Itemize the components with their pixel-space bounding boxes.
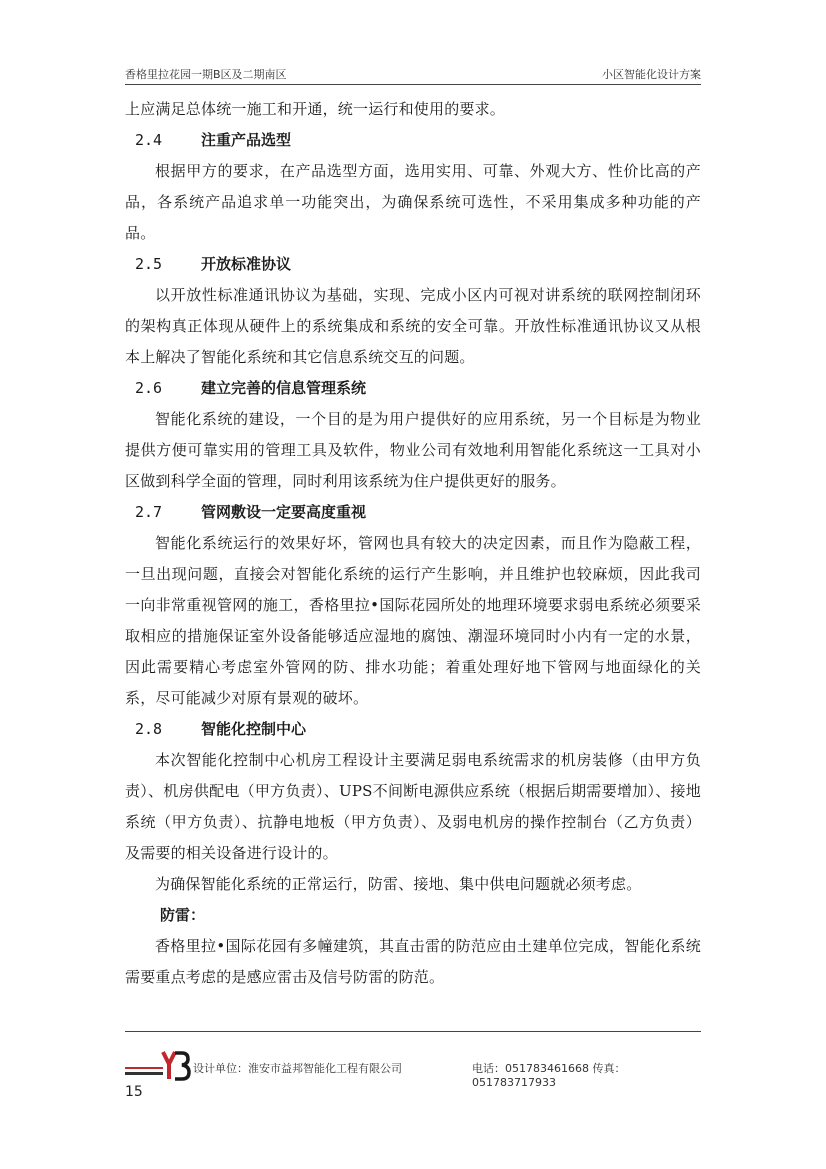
paragraph: 以开放性标准通讯协议为基础，实现、完成小区内可视对讲系统的联网控制闭环的架构真正体现从硬件上的系统集成和系统的安全可靠。开放性标准通讯协议又从根本上解决了智能化系统和其它信息系统交互的问题。 [125,286,701,366]
section-number: 2.4 [135,131,163,149]
page-header [125,66,701,84]
section-title: 建立完善的信息管理系统 [201,379,367,397]
section-title: 管网敷设一定要高度重视 [201,503,367,521]
section-title: 智能化控制中心 [201,720,307,738]
footer-divider [125,1031,701,1032]
section-heading-2-5 [125,249,701,280]
footer-contact: 电话：051783461668 传真：051783717933 [472,1062,626,1089]
paragraph: 为确保智能化系统的正常运行，防雷、接地、集中供电问题就必须考虑。 [155,875,642,893]
header-project-title: 香格里拉花园一期B区及二期南区 [125,68,287,81]
section-heading-2-4 [125,125,701,156]
section-number: 2.8 [135,720,163,738]
header-document-title: 小区智能化设计方案 [602,68,701,81]
subheading-lightning-protection: 防雷： [160,906,206,924]
paragraph: 根据甲方的要求，在产品选型方面，选用实用、可靠、外观大方、性价比高的产品，各系统产品追求单一功能突出，为确保系统可选性，不采用集成多种功能的产品。 [125,162,701,242]
header-divider [125,84,701,85]
section-heading-2-6 [125,373,701,404]
section-title: 开放标准协议 [201,255,292,273]
section-number: 2.5 [135,255,163,273]
section-heading-2-8 [125,714,701,745]
paragraph: 香格里拉•国际花园有多幢建筑，其直击雷的防范应由土建单位完成，智能化系统需要重点考虑的是感应雷击及信号防雷的防范。 [125,937,701,986]
paragraph: 本次智能化控制中心机房工程设计主要满足弱电系统需求的机房装修（由甲方负责）、机房供配电（甲方负责）、UPS不间断电源供应系统（根据后期需要增加）、接地系统（甲方负责）、抗静电地板（甲方负责）、及弱电机房的操作控制台（乙方负责）及需要的相关设备进行设计的。 [125,751,701,862]
company-logo [125,1050,195,1082]
page-footer [125,1050,701,1089]
footer-company: 设计单位：淮安市益邦智能化工程有限公司 [193,1062,402,1075]
section-number: 2.6 [135,379,163,397]
section-number: 2.7 [135,503,163,521]
paragraph: 智能化系统运行的效果好坏，管网也具有较大的决定因素，而且作为隐蔽工程，一旦出现问题，直接会对智能化系统的运行产生影响，并且维护也较麻烦，因此我司一向非常重视管网的施工，香格里拉•国际花园所处的地理环境要求弱电系统必须要采取相应的措施保证室外设备能够适应湿地的腐蚀、潮湿环境同时小内有一定的水景，因此需要精心考虑室外管网的防、排水功能；着重处理好地下管网与地面绿化的关系，尽可能减少对原有景观的破坏。 [125,534,701,707]
paragraph-continuation: 上应满足总体统一施工和开通，统一运行和使用的要求。 [125,100,506,118]
section-title: 注重产品选型 [201,131,292,149]
section-heading-2-7 [125,497,701,528]
page-number: 15 [125,1084,143,1100]
document-body [125,94,701,993]
paragraph: 智能化系统的建设，一个目的是为用户提供好的应用系统，另一个目标是为物业提供方便可靠实用的管理工具及软件，物业公司有效地利用智能化系统这一工具对小区做到科学全面的管理，同时利用该系统为住户提供更好的服务。 [125,410,701,490]
